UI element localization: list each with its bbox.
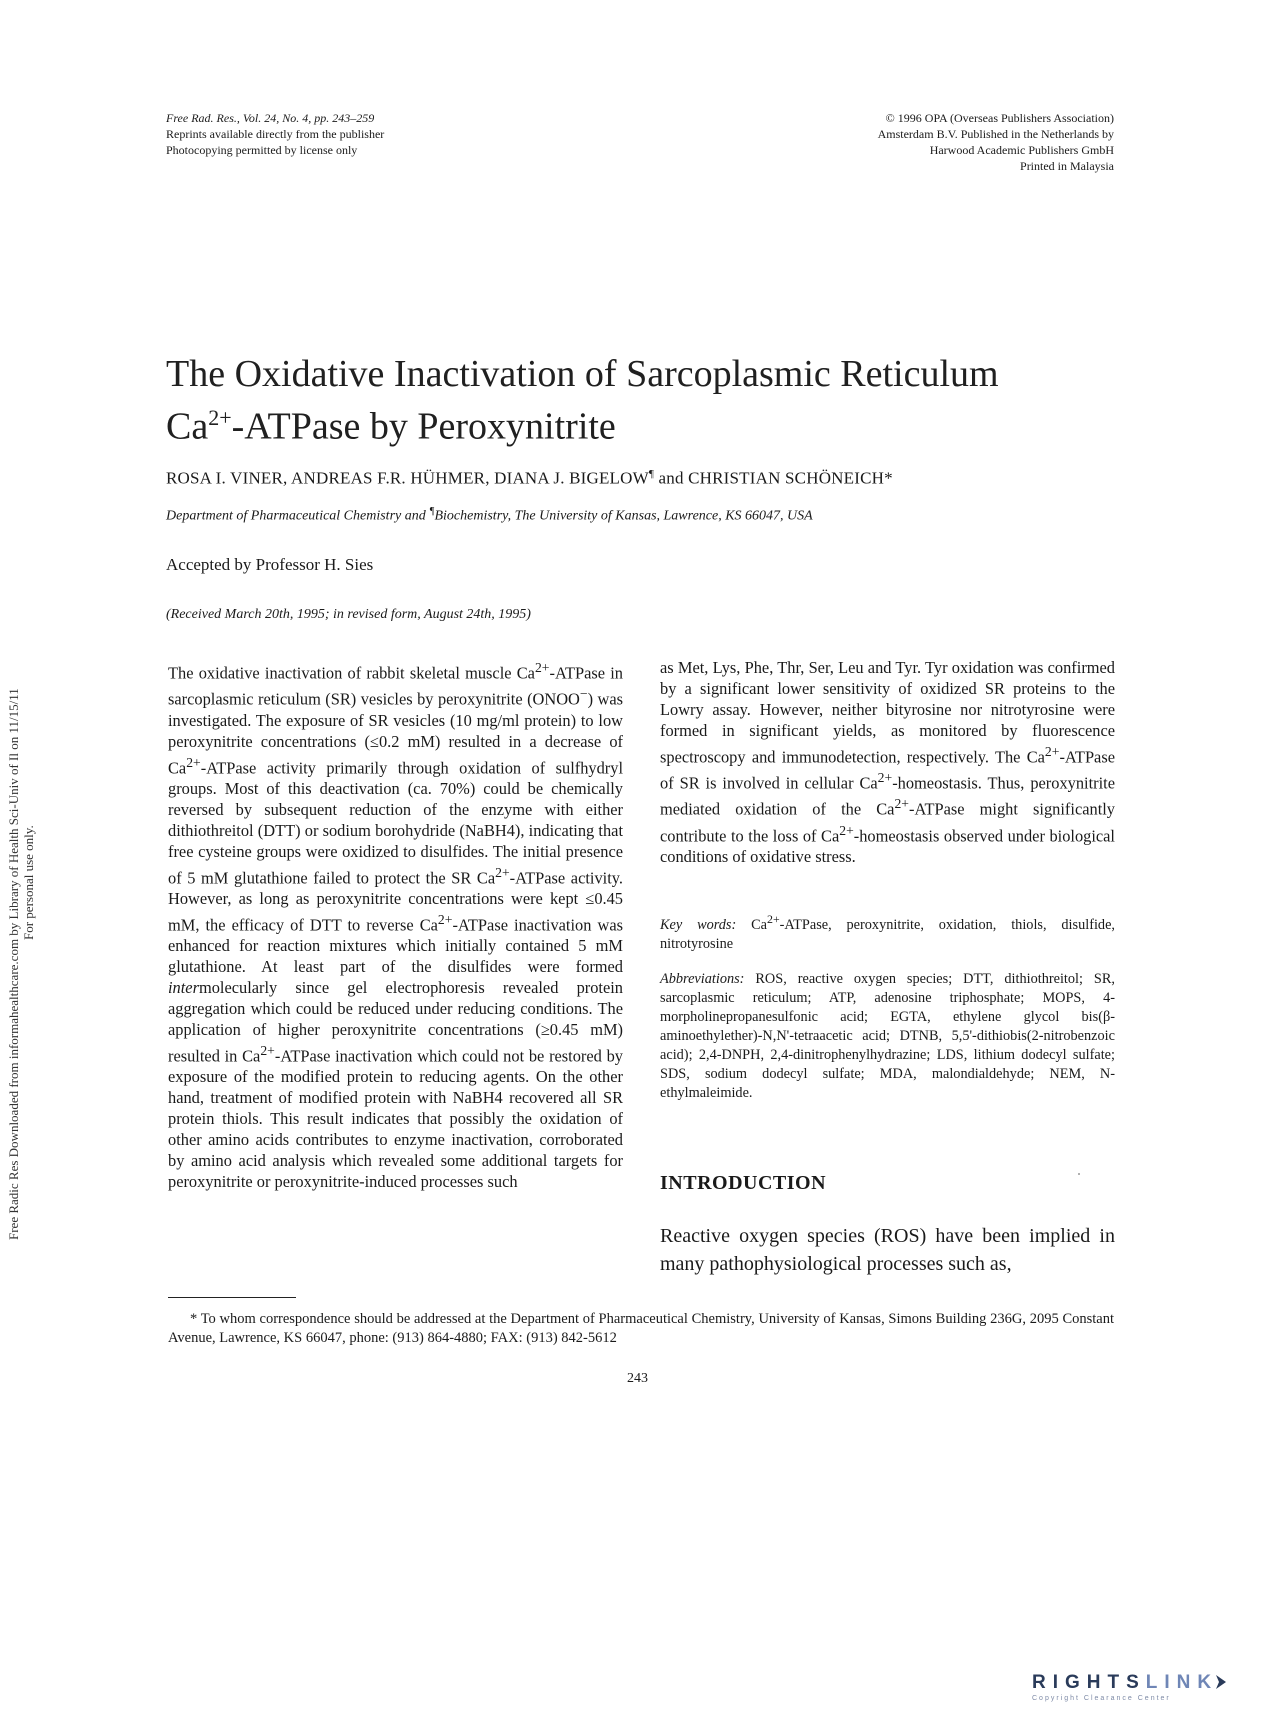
logo-text-light: LINK [1145, 1672, 1219, 1693]
article-title [166, 352, 1126, 449]
title-superscript: 2+ [208, 405, 232, 430]
logo-tagline: Copyright Clearance Center [1032, 1695, 1171, 1702]
rightslink-logo[interactable] [1032, 1672, 1262, 1712]
author-list [166, 468, 1126, 489]
title-line-1: The Oxidative Inactivation of Sarcoplasmic Reticulum [166, 353, 999, 395]
authors-text: ROSA I. VINER, ANDREAS F.R. HÜHMER, DIANA J. BIGELOW [166, 468, 649, 488]
affiliation-text: Department of Pharmaceutical Chemistry and [166, 508, 430, 524]
affiliation-mark: ¶ [429, 506, 435, 517]
publisher-line: Amsterdam B.V. Published in the Netherlands by [877, 127, 1114, 141]
keywords: Key words: $Ca^{2+}$-ATPase, peroxynitrite, oxidation, thiols, disulfide, nitrotyrosine [660, 912, 1115, 952]
speck [1078, 1173, 1080, 1175]
publisher-line: Printed in Malaysia [1020, 159, 1114, 173]
received-dates: (Received March 20th, 1995; in revised form, August 24th, 1995) [166, 607, 531, 622]
download-stamp [6, 688, 36, 1240]
accepted-by: Accepted by Professor H. Sies [166, 555, 374, 574]
introduction-text: Reactive oxygen species (ROS) have been implied in many pathophysiological processes such as, [660, 1225, 1115, 1275]
keywords-label: Key words: [660, 916, 737, 933]
abstract-right-column: as Met, Lys, Phe, Thr, Ser, Leu and Tyr. Tyr oxidation was confirmed by a significant lower sensitivity of oxidized SR proteins to the Lowry assay. However, neither bityrosine nor nitrotyrosine were formed in significant yields, as monitored by fluorescence spectroscopy and immunodetection, respectively. The $Ca^{2+}$-ATPase of SR is involved in cellular $Ca^{2+}$-homeostasis. Thus, peroxynitrite mediated oxidation of the $Ca^{2+}$-ATPase might significantly contribute to the loss of $Ca^{2+}$-homeostasis observed under biological conditions of oxidative stress. [660, 658, 1115, 867]
citation-line: Reprints available directly from the publisher [166, 127, 385, 141]
chevron-icon [1214, 1674, 1228, 1690]
journal-citation [166, 110, 586, 158]
publisher-line: Harwood Academic Publishers GmbH [929, 143, 1114, 157]
correspondence-footnote: * To whom correspondence should be addressed at the Department of Pharmaceutical Chemistry, University of Kansas, Simons Building 236G, 2095 Constant Avenue, Lawrence, KS 66047, phone: (913) 864-4880; FAX: (913) 842-5612 [168, 1311, 1114, 1346]
abstract-left-column: The oxidative inactivation of rabbit skeletal muscle $Ca^{2+}$-ATPase in sarcoplasmic reticulum (SR) vesicles by peroxynitrite (ONOO−) was investigated. The exposure of SR vesicles (10 mg/ml protein) to low peroxynitrite concentrations (≤0.2 mM) resulted in a decrease of $Ca^{2+}$-ATPase activity primarily through oxidation of sulfhydryl groups. Most of this deactivation (ca. 70%) could be chemically reversed by subsequent reduction of the enzyme with either dithiothreitol (DTT) or sodium borohydride (NaBH4), indicating that free cysteine groups were oxidized to disulfides. The initial presence of 5 mM glutathione failed to protect the SR $Ca^{2+}$-ATPase activity. However, as long as peroxynitrite concentrations were kept ≤0.45 mM, the efficacy of DTT to reverse $Ca^{2+}$-ATPase inactivation was enhanced for reaction mixtures which initially contained 5 mM glutathione. At least part of the disulfides were formed intermolecularly since gel electrophoresis revealed protein aggregation which could be reduced under reducing conditions. The application of higher peroxynitrite concentrations (≥0.45 mM) resulted in $Ca^{2+}$-ATPase inactivation which could not be restored by exposure of the modified protein to reducing agents. On the other hand, treatment of modified protein with NaBH4 recovered all SR protein thiols. This result indicates that possibly the oxidation of other amino acids contributes to enzyme inactivation, corroborated by amino acid analysis which revealed some additional targets for peroxynitrite or peroxynitrite-induced processes such [168, 660, 623, 1191]
abbreviations [660, 970, 1115, 1103]
affiliation-mark: ¶ [648, 468, 655, 480]
abbreviations-label: Abbreviations: [660, 971, 745, 987]
publisher-info [760, 110, 1114, 174]
abbreviations-text: ROS, reactive oxygen species; DTT, dithiothreitol; SR, sarcoplasmic reticulum; ATP, adenosine triphosphate; MOPS, 4-morpholinepropanesulfonic acid; EGTA, ethylene glycol bis(β-aminoethylether)-N,N'-tetraacetic acid; DTNB, 5,5'-dithiobis(2-nitrobenzoic acid); 2,4-DNPH, 2,4-dinitrophenylhydrazine; LDS, lithium dodecyl sulfate; SDS, sodium dodecyl sulfate; MDA, malondialdehyde; NEM, N-ethylmaleimide. [660, 971, 1115, 1101]
download-stamp-line: Free Radic Res Downloaded from informahealthcare.com by Library of Health Sci-Univ of Il on 11/15/11 [6, 688, 21, 1240]
affiliation-text: Biochemistry, The University of Kansas, Lawrence, KS 66047, USA [434, 508, 813, 524]
title-text: Ca [166, 405, 209, 448]
publisher-line: © 1996 OPA (Overseas Publishers Association) [885, 111, 1114, 125]
affiliation [166, 506, 1126, 525]
page-number: 243 [627, 1371, 648, 1386]
section-heading: INTRODUCTION [660, 1172, 827, 1194]
logo-text-dark: RIGHTS [1032, 1672, 1146, 1693]
download-stamp-line: For personal use only. [21, 825, 36, 940]
footnote-rule [168, 1297, 296, 1298]
title-line-2 [166, 396, 1126, 449]
citation-line: Free Rad. Res., Vol. 24, No. 4, pp. 243–259 [166, 111, 375, 125]
title-text: -ATPase by Peroxynitrite [231, 405, 616, 448]
authors-text: and CHRISTIAN SCHÖNEICH* [654, 468, 893, 488]
citation-line: Photocopying permitted by license only [166, 143, 358, 157]
